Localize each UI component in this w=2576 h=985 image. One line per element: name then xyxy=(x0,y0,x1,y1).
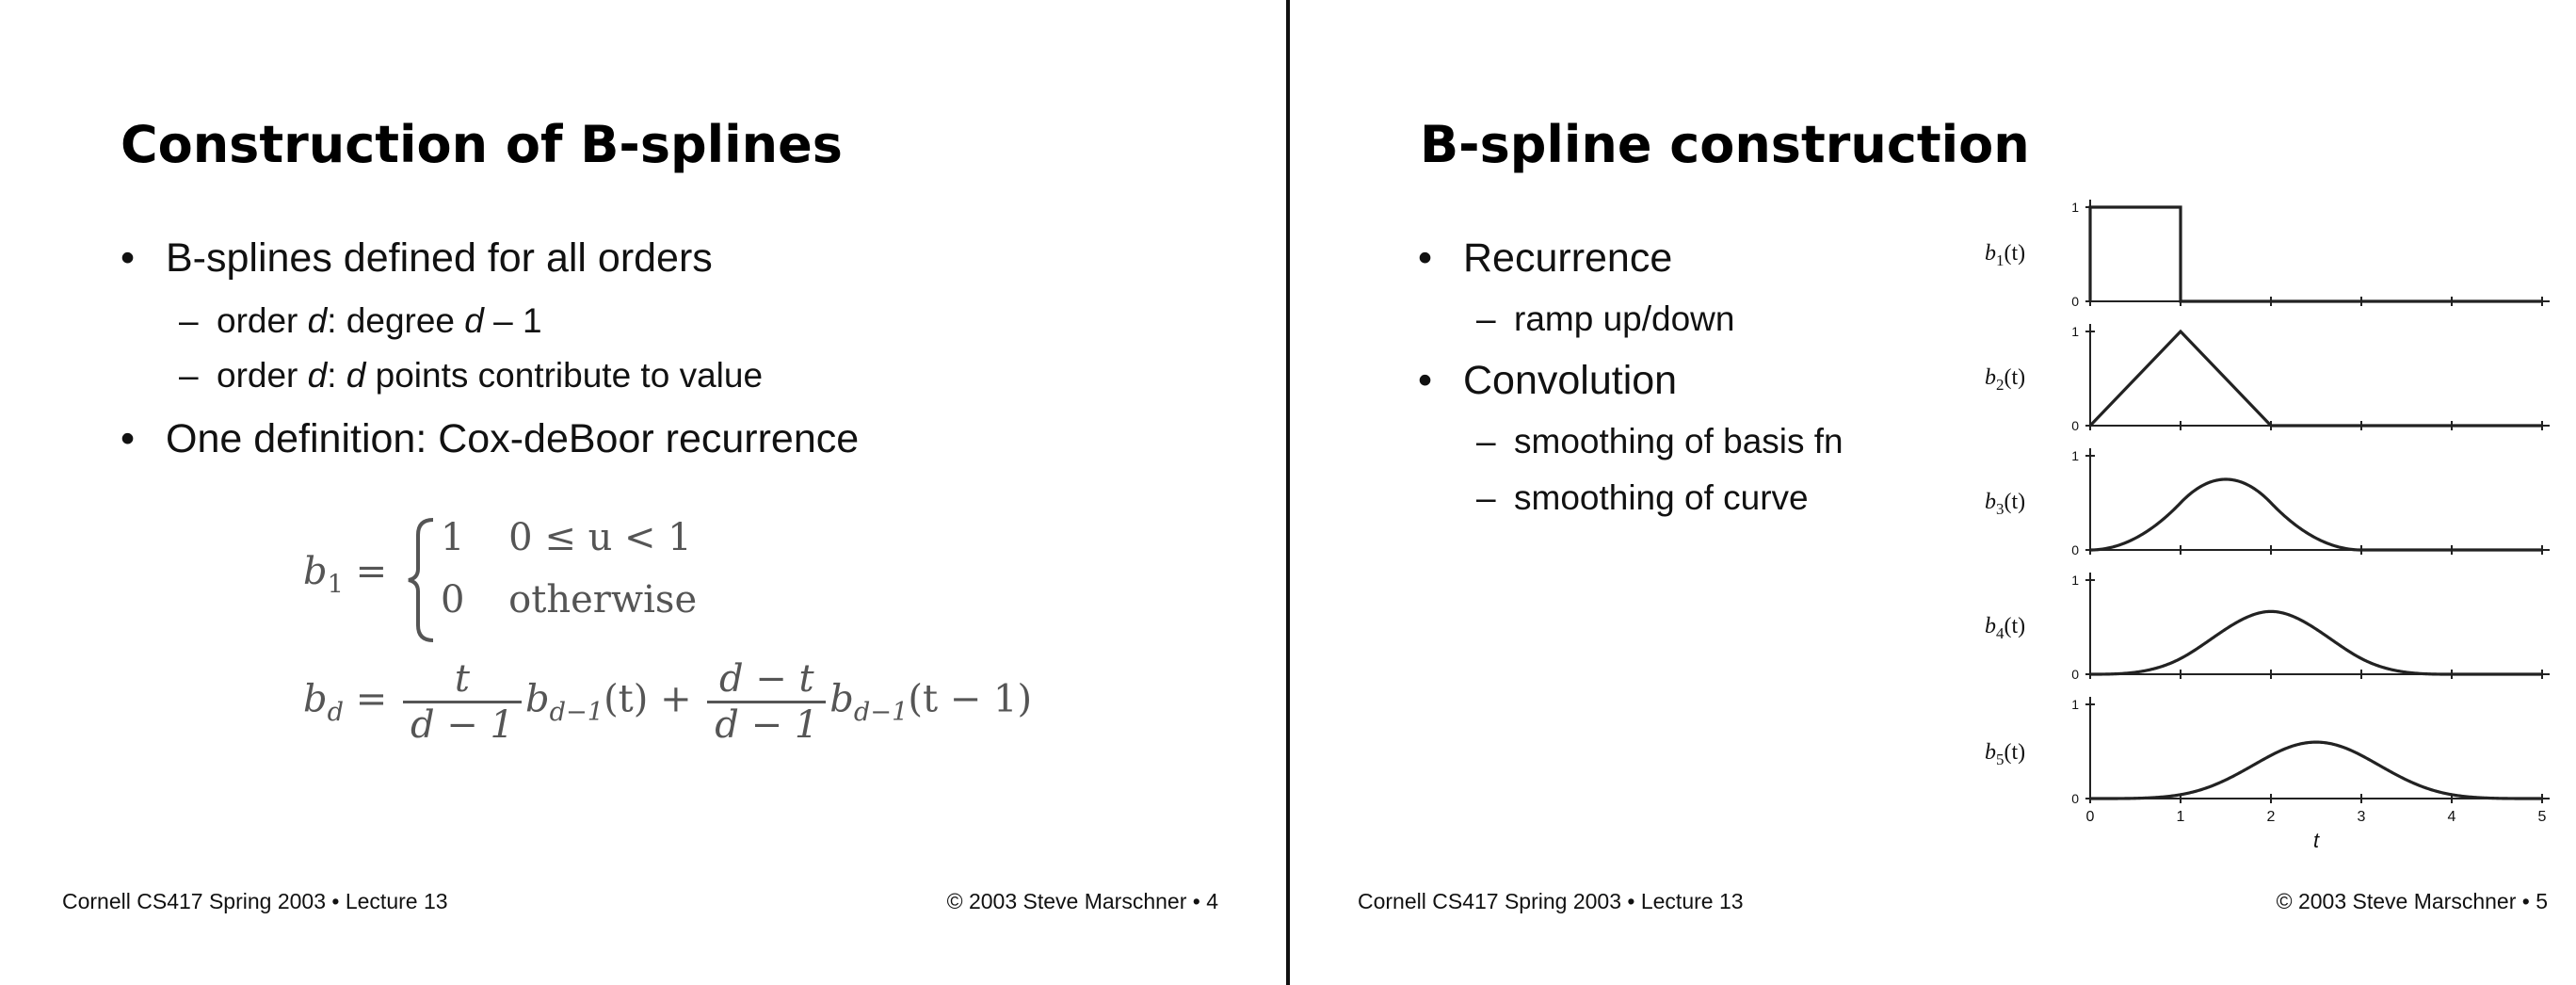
x-tick-label: 4 xyxy=(2447,809,2456,825)
slide-title: B-spline construction xyxy=(1420,115,2030,174)
series-line-b3(t) xyxy=(2090,479,2542,550)
y-tick-label: 0 xyxy=(2071,418,2079,433)
series-line-b5(t) xyxy=(2090,742,2542,799)
panel-label-b1: $b_1(t)$ xyxy=(1985,241,2026,269)
bullet-item: • Recurrence xyxy=(1463,235,1672,282)
slide-5 xyxy=(1290,0,2576,985)
x-tick-label: 2 xyxy=(2266,809,2276,825)
slide-title: Construction of B-splines xyxy=(121,115,843,174)
x-tick-label: 1 xyxy=(2176,809,2185,825)
y-tick-label: 1 xyxy=(2071,573,2079,588)
y-tick-label: 0 xyxy=(2071,294,2079,309)
bullet-item: • Convolution xyxy=(1463,358,1677,404)
y-tick-label: 0 xyxy=(2071,542,2079,557)
series-line-b2(t) xyxy=(2090,331,2542,426)
y-tick-label: 1 xyxy=(2071,448,2079,463)
x-tick-label: 0 xyxy=(2085,809,2095,825)
sub-bullet-item: – ramp up/down xyxy=(1514,299,1734,339)
sub-bullet-item: – smoothing of basis fn xyxy=(1514,422,1843,461)
x-tick-label: 5 xyxy=(2537,809,2547,825)
footer-copyright: © 2003 Steve Marschner • 5 xyxy=(2276,889,2548,913)
y-tick-label: 1 xyxy=(2071,697,2079,712)
footer-course: Cornell CS417 Spring 2003 • Lecture 13 xyxy=(62,889,448,913)
series-line-b1(t) xyxy=(2090,207,2542,301)
panel-label-b5: $b_5(t)$ xyxy=(1985,740,2026,768)
slide-4: Construction of B-splines • B-splines defined for all orders – order d: degree d – 1 – order d: d points contribute to value • One definition: Cox-deBoor recurrence $b_1$ = 1 0 ≤ u < 1 0 otherwise $b_d$ = $\frac{t}{d - 1}$ $b_{d-1}(t)$ + $\frac{d - t}{d - 1}$ $b_{d-1}(t - 1)$ Cornell CS417 Spring 2003 • Lecture 13 © 2003 Steve Marschner • 4 xyxy=(0,0,1286,985)
bullet-item: • One definition: Cox-deBoor recurrence xyxy=(166,416,859,462)
y-tick-label: 1 xyxy=(2071,200,2079,215)
formula-bd: $b_d$ = $\frac{t}{d - 1}$ $b_{d-1}(t)$ + $\frac{d - t}{d - 1}$ $b_{d-1}(t - 1)$ xyxy=(303,657,1033,747)
bspline-basis-chart xyxy=(2043,188,2570,866)
sub-bullet-item: – order d: d points contribute to value xyxy=(217,356,763,396)
y-tick-label: 0 xyxy=(2071,791,2079,806)
brace-icon xyxy=(405,516,437,644)
footer-course: Cornell CS417 Spring 2003 • Lecture 13 xyxy=(1358,889,1744,913)
x-tick-label: 3 xyxy=(2357,809,2366,825)
series-line-b4(t) xyxy=(2090,611,2542,674)
y-tick-label: 1 xyxy=(2071,324,2079,339)
panel-label-b4: $b_4(t)$ xyxy=(1985,614,2026,642)
sub-bullet-item: – order d: degree d – 1 xyxy=(217,301,542,341)
panel-label-b3: $b_3(t)$ xyxy=(1985,490,2026,518)
sub-bullet-item: – smoothing of curve xyxy=(1514,478,1809,518)
footer-copyright: © 2003 Steve Marschner • 4 xyxy=(946,889,1218,913)
panel-label-b2: $b_2(t)$ xyxy=(1985,365,2026,394)
x-axis-label: t xyxy=(2312,829,2320,852)
y-tick-label: 0 xyxy=(2071,667,2079,682)
bullet-item: • B-splines defined for all orders xyxy=(166,235,713,282)
